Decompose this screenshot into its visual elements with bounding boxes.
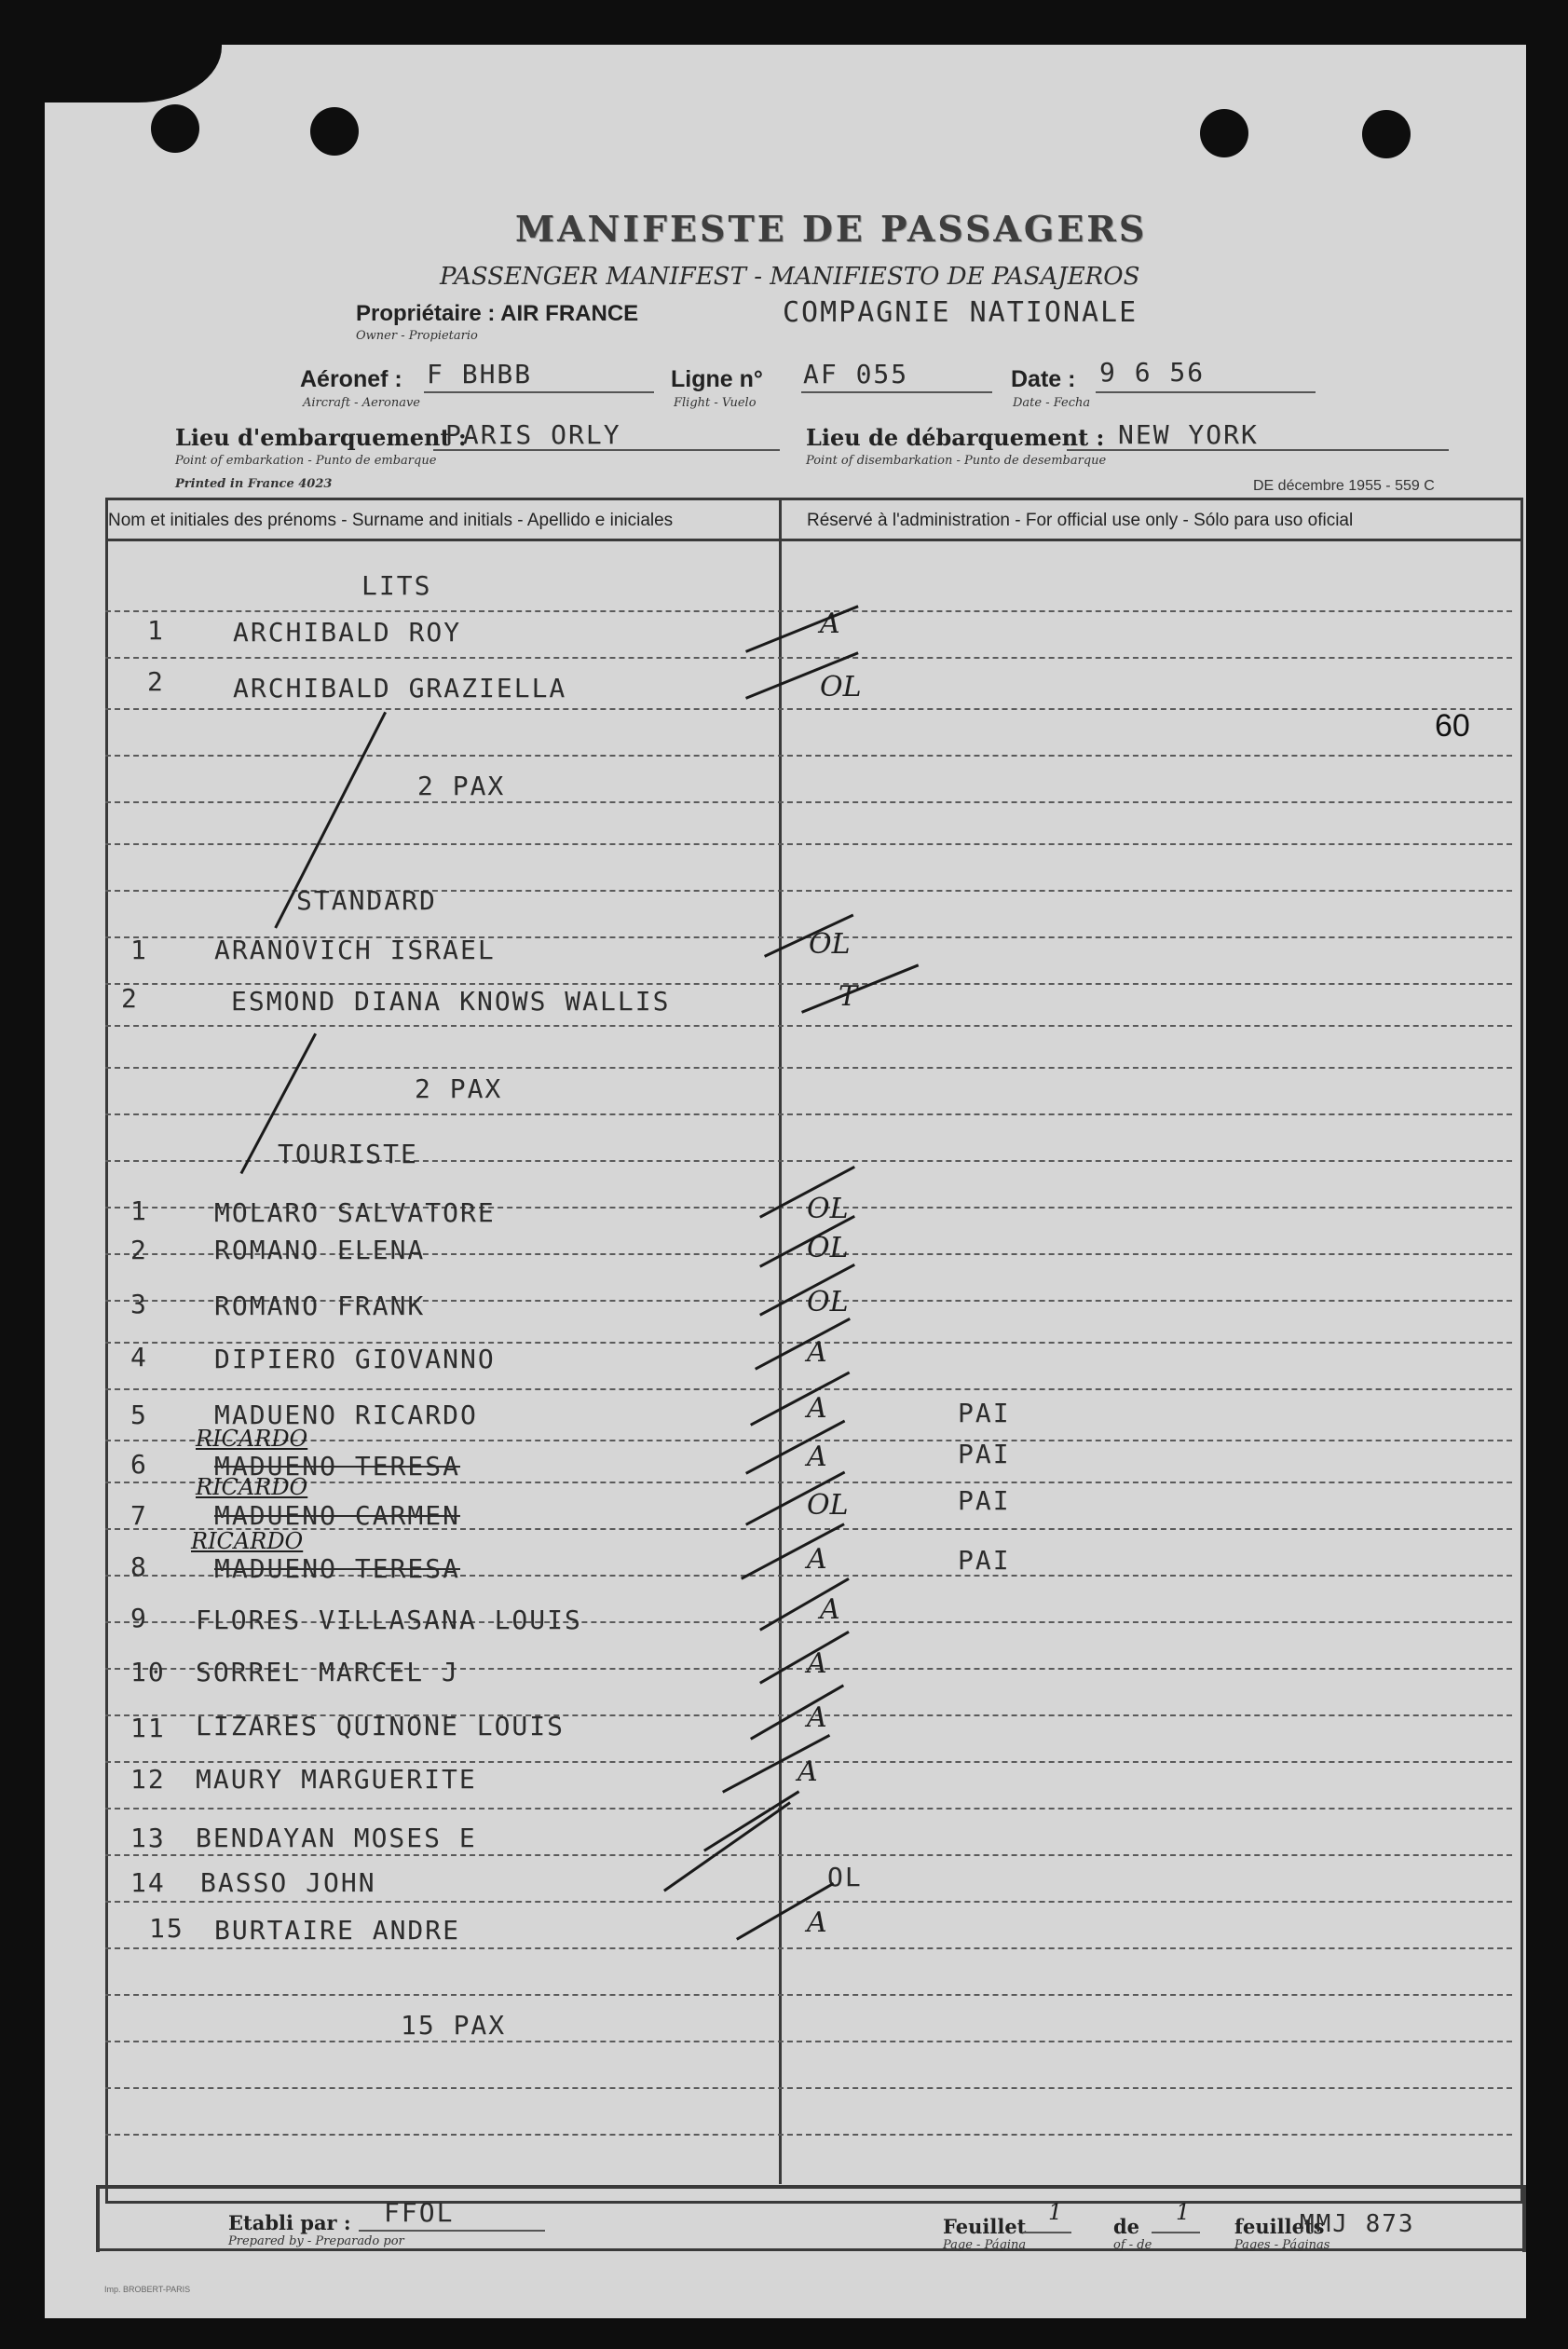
status-code: OL bbox=[820, 671, 862, 703]
passenger-name: ARCHIBALD GRAZIELLA bbox=[233, 673, 567, 703]
passenger-name: SORREL MARCEL J bbox=[196, 1657, 459, 1687]
passenger-name: ARCHIBALD ROY bbox=[233, 617, 462, 648]
remark: PAI bbox=[958, 1398, 1011, 1428]
owner-sublabel: Owner - Propietario bbox=[356, 329, 478, 343]
prepared-by-value: FFOL bbox=[384, 2197, 455, 2228]
owner-label: Propriétaire : AIR FRANCE bbox=[356, 301, 639, 326]
passenger-name: LIZARES QUINONE LOUIS bbox=[196, 1711, 566, 1741]
status-code: A bbox=[807, 1336, 827, 1369]
row-number: 13 bbox=[130, 1823, 166, 1853]
punch-hole bbox=[1362, 110, 1411, 158]
of-sublabel: of - de bbox=[1113, 2238, 1152, 2252]
row-number: 3 bbox=[130, 1289, 148, 1319]
status-code: A bbox=[820, 608, 840, 640]
disembark-value: NEW YORK bbox=[1118, 419, 1259, 450]
flight-label: Ligne n° bbox=[671, 366, 763, 392]
section-heading-standard: STANDARD bbox=[296, 885, 437, 916]
embark-value: PARIS ORLY bbox=[445, 419, 621, 450]
status-code: OL bbox=[807, 1489, 849, 1522]
passenger-name: ROMANO FRANK bbox=[214, 1291, 426, 1321]
passenger-name: MAURY MARGUERITE bbox=[196, 1764, 477, 1795]
status-code: A bbox=[807, 1647, 827, 1680]
form-subtitle: PASSENGER MANIFEST - MANIFIESTO DE PASAJEROS bbox=[440, 263, 1140, 291]
section-heading-touriste: TOURISTE bbox=[278, 1139, 418, 1169]
form-title: MANIFESTE DE PASSAGERS bbox=[515, 208, 1148, 250]
status-code: OL bbox=[827, 1862, 863, 1892]
passenger-name: ARANOVICH ISRAEL bbox=[214, 935, 496, 965]
handwritten-correction: RICARDO bbox=[196, 1426, 308, 1452]
remark: PAI bbox=[958, 1545, 1011, 1576]
status-code: A bbox=[820, 1593, 840, 1626]
status-code: OL bbox=[807, 1232, 849, 1264]
handwritten-correction: RICARDO bbox=[191, 1528, 304, 1554]
row-number: 7 bbox=[130, 1500, 148, 1531]
row-number: 1 bbox=[130, 935, 148, 965]
passenger-name: BENDAYAN MOSES E bbox=[196, 1823, 477, 1853]
status-code: A bbox=[807, 1441, 827, 1473]
section-total-lits: 2 PAX bbox=[417, 771, 506, 801]
row-number: 12 bbox=[130, 1764, 166, 1795]
row-number: 8 bbox=[130, 1551, 148, 1582]
pages-sublabel: Pages - Páginas bbox=[1234, 2238, 1330, 2252]
flight-value: AF 055 bbox=[803, 359, 909, 389]
page-value: 1 bbox=[1048, 2199, 1063, 2225]
row-number: 14 bbox=[130, 1867, 166, 1898]
disembark-label: Lieu de débarquement : bbox=[806, 424, 1105, 451]
of-label: de bbox=[1113, 2215, 1140, 2238]
disembark-sublabel: Point of disembarkation - Punto de desembarque bbox=[806, 454, 1107, 468]
section-total-standard: 2 PAX bbox=[415, 1073, 503, 1104]
row-number: 1 bbox=[130, 1195, 148, 1226]
status-code: T bbox=[839, 980, 858, 1013]
printer-imprint: Imp. BROBERT-PARIS bbox=[104, 2285, 191, 2294]
archive-stamp: MMJ 873 bbox=[1300, 2210, 1415, 2238]
status-code: OL bbox=[809, 928, 851, 961]
row-number: 6 bbox=[130, 1449, 148, 1480]
punch-hole bbox=[151, 104, 199, 153]
row-number: 11 bbox=[130, 1713, 166, 1743]
passenger-name: BURTAIRE ANDRE bbox=[214, 1915, 461, 1946]
passenger-name: MADUENO RICARDO bbox=[214, 1400, 478, 1430]
embark-label: Lieu d'embarquement : bbox=[175, 424, 467, 451]
status-code: A bbox=[807, 1543, 827, 1576]
section-heading-lits: LITS bbox=[361, 570, 432, 601]
pages-label: feuillets bbox=[1234, 2215, 1325, 2238]
row-number: 10 bbox=[130, 1657, 166, 1687]
passenger-name: ESMOND DIANA KNOWS WALLIS bbox=[231, 986, 671, 1017]
status-code: OL bbox=[807, 1193, 849, 1225]
punch-hole bbox=[310, 107, 359, 156]
passenger-name: MOLARO SALVATORE bbox=[214, 1197, 496, 1228]
passenger-name: DIPIERO GIOVANNO bbox=[214, 1344, 496, 1374]
aircraft-sublabel: Aircraft - Aeronave bbox=[303, 396, 420, 410]
prepared-by-sublabel: Prepared by - Preparado por bbox=[228, 2234, 404, 2248]
status-code: A bbox=[807, 1701, 827, 1734]
status-code: OL bbox=[807, 1286, 849, 1318]
page-sublabel: Page - Página bbox=[943, 2238, 1027, 2252]
passenger-name: FLORES VILLASANA LOUIS bbox=[196, 1605, 582, 1635]
row-number: 2 bbox=[147, 666, 165, 697]
row-number: 4 bbox=[130, 1342, 148, 1373]
passenger-name: BASSO JOHN bbox=[200, 1867, 376, 1898]
aircraft-value: F BHBB bbox=[427, 359, 533, 389]
aircraft-label: Aéronef : bbox=[300, 366, 402, 392]
embark-sublabel: Point of embarkation - Punto de embarque bbox=[175, 454, 437, 468]
column-divider bbox=[779, 498, 782, 2184]
date-label: Date : bbox=[1011, 366, 1076, 392]
of-value: 1 bbox=[1176, 2199, 1191, 2225]
date-sublabel: Date - Fecha bbox=[1013, 396, 1091, 410]
prepared-by-label: Etabli par : bbox=[228, 2211, 351, 2234]
flight-sublabel: Flight - Vuelo bbox=[674, 396, 757, 410]
form-reference: DE décembre 1955 - 559 C bbox=[1253, 478, 1435, 494]
margin-number: 60 bbox=[1435, 708, 1470, 744]
punch-hole bbox=[1200, 109, 1248, 157]
row-number: 2 bbox=[121, 983, 139, 1014]
passenger-name: ROMANO ELENA bbox=[214, 1235, 426, 1265]
handwritten-correction: RICARDO bbox=[196, 1474, 308, 1500]
official-use-column-header: Réservé à l'administration - For official use only - Sólo para uso oficial bbox=[807, 511, 1354, 530]
surname-column-header: Nom et initiales des prénoms - Surname and initials - Apellido e iniciales bbox=[108, 511, 674, 530]
row-number: 1 bbox=[147, 615, 165, 646]
passenger-name: MADUENO TERESA bbox=[214, 1451, 461, 1482]
row-number: 2 bbox=[130, 1235, 148, 1265]
status-code: A bbox=[807, 1392, 827, 1425]
status-code: A bbox=[807, 1906, 827, 1939]
passenger-name: MADUENO TERESA bbox=[214, 1553, 461, 1584]
owner-value: COMPAGNIE NATIONALE bbox=[783, 296, 1139, 329]
row-number: 5 bbox=[130, 1400, 148, 1430]
section-total-touriste: 15 PAX bbox=[401, 2010, 507, 2041]
row-number: 9 bbox=[130, 1603, 148, 1633]
status-code: A bbox=[798, 1755, 818, 1788]
passenger-name: MADUENO CARMEN bbox=[214, 1500, 461, 1531]
row-number: 15 bbox=[149, 1913, 184, 1944]
remark: PAI bbox=[958, 1485, 1011, 1516]
printed-note: Printed in France 4023 bbox=[175, 477, 333, 491]
page-label: Feuillet bbox=[943, 2215, 1027, 2238]
date-value: 9 6 56 bbox=[1099, 357, 1206, 388]
remark: PAI bbox=[958, 1439, 1011, 1469]
